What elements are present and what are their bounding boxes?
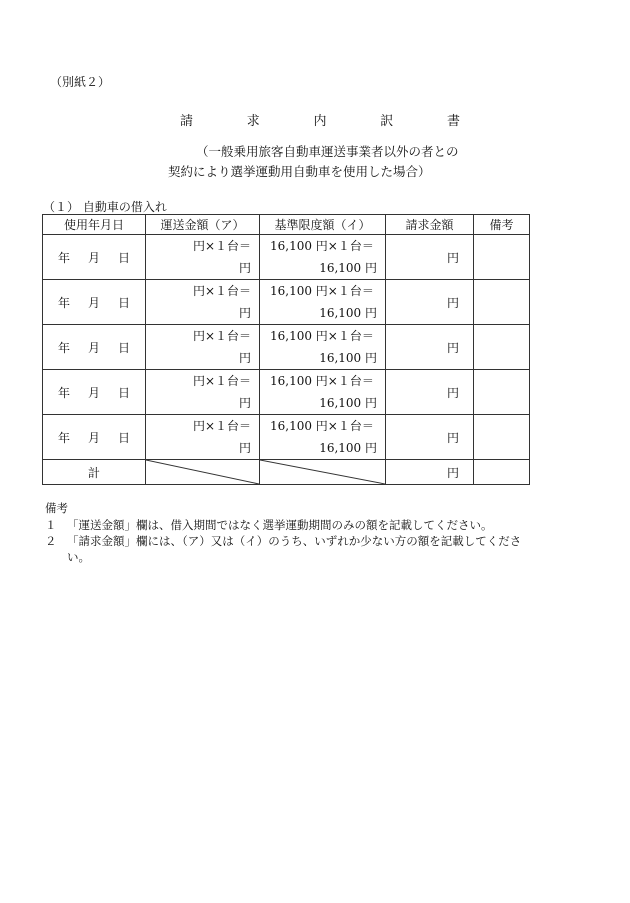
diagonal-line <box>260 460 385 484</box>
date-month-label: 月 <box>87 430 100 445</box>
table-row <box>43 280 530 325</box>
transport-amount-cell[interactable] <box>146 280 260 325</box>
date-day-label: 日 <box>118 295 131 310</box>
limit-amount-cell <box>260 280 386 325</box>
header-transport-amount: 運送金額（ア） <box>146 215 260 235</box>
limit-result: 16,100 円 <box>319 396 377 410</box>
table-row <box>43 235 530 280</box>
limit-formula: 16,100 円×１台＝ <box>270 239 374 253</box>
date-year-label: 年 <box>57 430 70 445</box>
limit-formula: 16,100 円×１台＝ <box>270 374 374 388</box>
date-month-label: 月 <box>87 385 100 400</box>
limit-formula: 16,100 円×１台＝ <box>270 284 374 298</box>
total-claim-cell[interactable]: 円 <box>386 460 474 485</box>
document-title <box>180 110 460 129</box>
remarks-cell[interactable] <box>474 415 530 460</box>
claim-table <box>42 214 530 485</box>
limit-result: 16,100 円 <box>319 351 377 365</box>
usage-date-cell[interactable] <box>43 280 146 325</box>
transport-amount-cell[interactable] <box>146 415 260 460</box>
transport-formula: 円×１台＝ <box>192 284 251 298</box>
subtitle-line-2: 契約により選挙運動用自動車を使用した場合） <box>168 164 431 179</box>
transport-amount-cell[interactable] <box>146 235 260 280</box>
annex-label: （別紙２） <box>50 75 111 89</box>
title-char: 書 <box>446 114 460 129</box>
date-day-label: 日 <box>118 430 131 445</box>
date-year-label: 年 <box>57 250 70 265</box>
note-item <box>45 533 537 565</box>
table-row <box>43 370 530 415</box>
total-transport-blank <box>146 460 260 485</box>
limit-result: 16,100 円 <box>319 441 377 455</box>
transport-result-unit: 円 <box>238 441 251 455</box>
claim-amount-cell[interactable]: 円 <box>386 280 474 325</box>
title-char: 訳 <box>380 114 394 129</box>
remarks-cell[interactable] <box>474 370 530 415</box>
title-char: 請 <box>180 114 194 129</box>
header-claim-amount: 請求金額 <box>386 215 474 235</box>
total-row <box>43 460 530 485</box>
transport-formula: 円×１台＝ <box>192 419 251 433</box>
date-year-label: 年 <box>57 295 70 310</box>
note-number: ２ <box>45 534 57 548</box>
transport-amount-cell[interactable] <box>146 370 260 415</box>
limit-result: 16,100 円 <box>319 306 377 320</box>
header-remarks: 備考 <box>474 215 530 235</box>
date-day-label: 日 <box>118 340 131 355</box>
notes-section <box>45 500 537 565</box>
subtitle-line-1: （一般乗用旅客自動車運送事業者以外の者との <box>196 144 459 159</box>
limit-formula: 16,100 円×１台＝ <box>270 419 374 433</box>
date-year-label: 年 <box>57 385 70 400</box>
usage-date-cell[interactable] <box>43 235 146 280</box>
usage-date-cell[interactable] <box>43 370 146 415</box>
date-year-label: 年 <box>57 340 70 355</box>
date-month-label: 月 <box>87 250 100 265</box>
table-row <box>43 325 530 370</box>
claim-amount-cell[interactable]: 円 <box>386 415 474 460</box>
usage-date-cell[interactable] <box>43 325 146 370</box>
transport-result-unit: 円 <box>238 351 251 365</box>
title-char: 内 <box>313 114 327 129</box>
note-item <box>45 517 537 533</box>
claim-amount-cell[interactable]: 円 <box>386 370 474 415</box>
date-day-label: 日 <box>118 250 131 265</box>
date-day-label: 日 <box>118 385 131 400</box>
remarks-cell[interactable] <box>474 235 530 280</box>
note-text: 「請求金額」欄には、（ア）又は（イ）のうち、いずれか少ない方の額を記載してください。 <box>67 534 522 564</box>
transport-amount-cell[interactable] <box>146 325 260 370</box>
transport-formula: 円×１台＝ <box>192 329 251 343</box>
usage-date-cell[interactable] <box>43 415 146 460</box>
transport-formula: 円×１台＝ <box>192 374 251 388</box>
header-usage-date: 使用年月日 <box>43 215 146 235</box>
section-heading: （１） 自動車の借入れ <box>43 200 167 214</box>
remarks-cell[interactable] <box>474 280 530 325</box>
transport-result-unit: 円 <box>238 261 251 275</box>
limit-amount-cell <box>260 325 386 370</box>
total-limit-blank <box>260 460 386 485</box>
table-row <box>43 415 530 460</box>
claim-amount-cell[interactable]: 円 <box>386 325 474 370</box>
transport-formula: 円×１台＝ <box>192 239 251 253</box>
table-header-row <box>43 215 530 235</box>
note-text: 「運送金額」欄は、借入期間ではなく選挙運動期間のみの額を記載してください。 <box>67 518 493 532</box>
limit-amount-cell <box>260 370 386 415</box>
diagonal-line <box>146 460 259 484</box>
date-month-label: 月 <box>87 340 100 355</box>
date-month-label: 月 <box>87 295 100 310</box>
remarks-cell[interactable] <box>474 325 530 370</box>
limit-result: 16,100 円 <box>319 261 377 275</box>
transport-result-unit: 円 <box>238 396 251 410</box>
header-limit-amount: 基準限度額（イ） <box>260 215 386 235</box>
title-char: 求 <box>246 114 260 129</box>
note-number: １ <box>45 518 57 532</box>
transport-result-unit: 円 <box>238 306 251 320</box>
claim-amount-cell[interactable]: 円 <box>386 235 474 280</box>
limit-amount-cell <box>260 415 386 460</box>
notes-heading: 備考 <box>45 501 68 515</box>
limit-amount-cell <box>260 235 386 280</box>
total-remarks-cell[interactable] <box>474 460 530 485</box>
total-label: 計 <box>43 460 146 485</box>
document-subtitle <box>168 142 488 182</box>
limit-formula: 16,100 円×１台＝ <box>270 329 374 343</box>
